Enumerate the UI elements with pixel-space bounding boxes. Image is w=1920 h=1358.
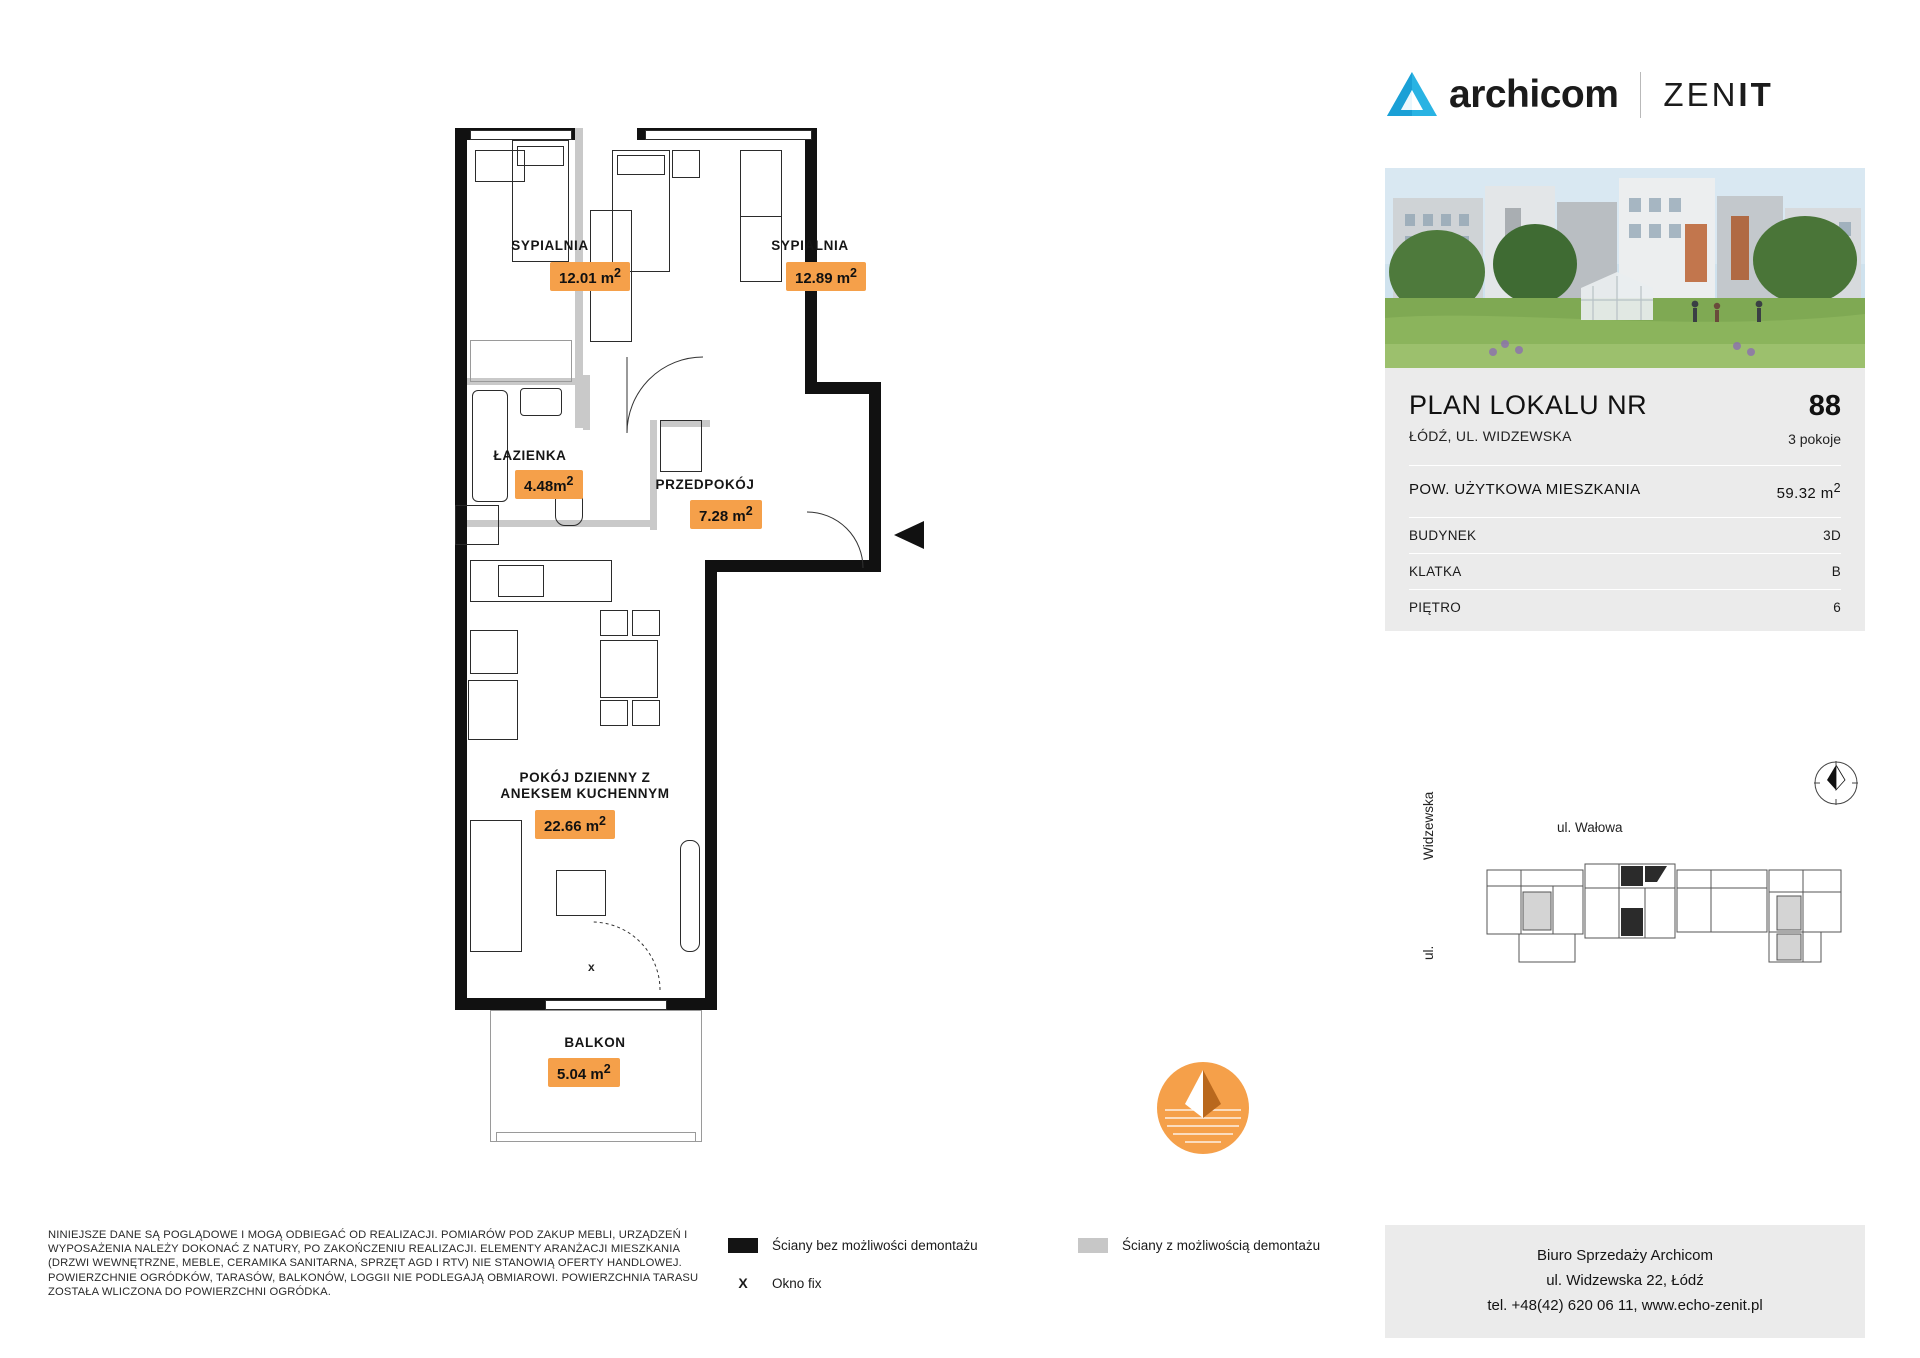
floor-label: PIĘTRO xyxy=(1409,600,1462,615)
unit-number: 88 xyxy=(1808,390,1841,422)
north-arrow-icon xyxy=(1155,1060,1251,1156)
legend-swatch-fix-window: X xyxy=(738,1275,748,1291)
street-label-walowa: ul. Wałowa xyxy=(1557,820,1623,835)
usable-area-value: 59.32 $m^2$ xyxy=(1776,481,1841,502)
furniture-pillow xyxy=(517,146,564,166)
office-address: ul. Widzewska 22, Łódź xyxy=(1546,1272,1704,1289)
street-label-ul: ul. xyxy=(1421,945,1436,960)
wall-segment xyxy=(455,128,467,1008)
furniture-wardrobe xyxy=(740,150,782,217)
dining-chair xyxy=(600,700,628,726)
room-area-hall: 7.28 $m^2$ xyxy=(690,500,762,529)
coffee-table xyxy=(556,870,606,916)
staircase-value: B xyxy=(1831,564,1841,579)
disclaimer-text: NINIEJSZE DANE SĄ POGLĄDOWE I MOGĄ ODBIEGAĆ OD REALIZACJI. POMIARÓW POD ZAKUP MEBLI, URZĄDZEŃ I WYPOSAŻENIA NALEŻY DOKONAĆ Z NATURY, PO ZAKOŃCZENIU REALIZACJI. ELEMENTY ARANŻACJI MIESZKANIA (DRZWI WEWNĘTRZNE, MEBLE, CERAMIKA SANITARNA, SPRZĘT AGD I RTV) NIE STANOWIĄ OFERTY HANDLOWEJ. POWIERZCHNIE OGRÓDKÓW, TARASÓW, BALKONÓW, LOGGII NIE PODLEGAJĄ OBMIAROWI. POWIERZCHNIA TARASU ZOSTAŁA WLICZONA DO POWIERZCHNI OGRÓDKA. xyxy=(48,1229,699,1298)
washbasin xyxy=(520,388,562,416)
room-area-balcony: 5.04 $m^2$ xyxy=(548,1058,620,1087)
building-row xyxy=(1385,518,1865,553)
legend-label-fixed: Ściany bez możliwości demontażu xyxy=(772,1238,978,1253)
dining-chair xyxy=(632,610,660,636)
door-swing-icon xyxy=(625,355,705,435)
site-map xyxy=(1385,791,1865,995)
furniture-nightstand xyxy=(672,150,700,178)
sofa xyxy=(470,820,522,952)
wall-segment xyxy=(805,128,817,388)
room-area-bedroom-2: 12.89 $m^2$ xyxy=(786,262,866,291)
window xyxy=(645,130,812,140)
staircase-row xyxy=(1385,554,1865,589)
info-panel xyxy=(1385,60,1865,1314)
site-map-diagram xyxy=(1485,848,1845,978)
room-label-bedroom-2: SYPIALNIA xyxy=(771,238,849,253)
unit-info-header xyxy=(1385,368,1865,465)
legend-column-1 xyxy=(728,1238,1058,1313)
balcony-rail xyxy=(496,1132,696,1142)
dining-chair xyxy=(600,610,628,636)
legend-item-fixed-walls xyxy=(728,1238,1058,1253)
room-label-bedroom-1: SYPIALNIA xyxy=(511,238,589,253)
wall-removable xyxy=(583,375,590,430)
building-rendering-image xyxy=(1385,168,1865,368)
room-label-bathroom: ŁAZIENKA xyxy=(493,448,567,463)
fridge xyxy=(468,680,518,740)
floor-row xyxy=(1385,590,1865,631)
window xyxy=(545,1000,667,1010)
office-contact: tel. +48(42) 620 06 11, www.echo-zenit.pl xyxy=(1487,1297,1763,1314)
room-area-living-room: 22.66 $m^2$ xyxy=(535,810,615,839)
compass-icon xyxy=(1813,760,1859,806)
furniture-pillow xyxy=(617,155,665,175)
wall-removable xyxy=(583,520,657,527)
street-label-widzewska: Widzewska xyxy=(1421,791,1436,860)
brand-name: archicom xyxy=(1449,73,1619,116)
room-area-bedroom-1: 12.01 $m^2$ xyxy=(550,262,630,291)
furniture-wardrobe-cross xyxy=(470,340,572,382)
window xyxy=(470,130,572,140)
unit-info-block xyxy=(1385,368,1865,631)
door-swing-icon xyxy=(590,920,662,992)
room-label-living-room: POKÓJ DZIENNY Z ANEKSEM KUCHENNYM xyxy=(500,770,670,801)
office-name: Biuro Sprzedaży Archicom xyxy=(1537,1247,1713,1264)
room-label-hall: PRZEDPOKÓJ xyxy=(655,477,755,492)
floor-value: 6 xyxy=(1833,600,1841,615)
legend-label-fix-window: Okno fix xyxy=(772,1275,822,1291)
rooms-count: 3 pokoje xyxy=(1788,431,1841,447)
cooktop xyxy=(470,630,518,674)
staircase-label: KLATKA xyxy=(1409,564,1462,579)
brand-header xyxy=(1385,60,1865,130)
dining-table xyxy=(600,640,658,698)
room-label-balcony: BALKON xyxy=(564,1035,626,1050)
building-label: BUDYNEK xyxy=(1409,528,1477,543)
wall-segment xyxy=(869,382,881,572)
legend-swatch-fixed xyxy=(728,1238,758,1253)
wall-removable xyxy=(650,420,657,530)
dining-chair xyxy=(632,700,660,726)
entrance-arrow-icon xyxy=(890,518,926,552)
kitchen-counter xyxy=(470,560,612,602)
tv-unit xyxy=(680,840,700,952)
archicom-logo-icon xyxy=(1385,70,1439,120)
plan-title: PLAN LOKALU NR xyxy=(1409,390,1648,420)
legend-label-removable: Ściany z możliwością demontażu xyxy=(1122,1238,1321,1253)
door-swing-icon xyxy=(805,510,865,570)
sales-office-footer xyxy=(1385,1225,1865,1338)
washing-machine xyxy=(455,505,499,545)
usable-area-row xyxy=(1385,466,1865,517)
legend-column-2 xyxy=(1078,1238,1418,1275)
building-value: 3D xyxy=(1823,528,1841,543)
room-area-bathroom: $4.48m^2$ xyxy=(515,470,583,499)
legend-swatch-removable xyxy=(1078,1238,1108,1253)
legend-item-removable-walls xyxy=(1078,1238,1418,1253)
brand-divider xyxy=(1640,72,1641,118)
legend-item-fix-window xyxy=(728,1275,1058,1291)
project-name: ZENIT xyxy=(1663,76,1774,113)
bathtub xyxy=(472,390,508,502)
usable-area-label: POW. UŻYTKOWA MIESZKANIA xyxy=(1409,481,1641,498)
fix-window-marker: x xyxy=(588,960,595,974)
plan-address: ŁÓDŹ, UL. WIDZEWSKA xyxy=(1409,428,1572,444)
